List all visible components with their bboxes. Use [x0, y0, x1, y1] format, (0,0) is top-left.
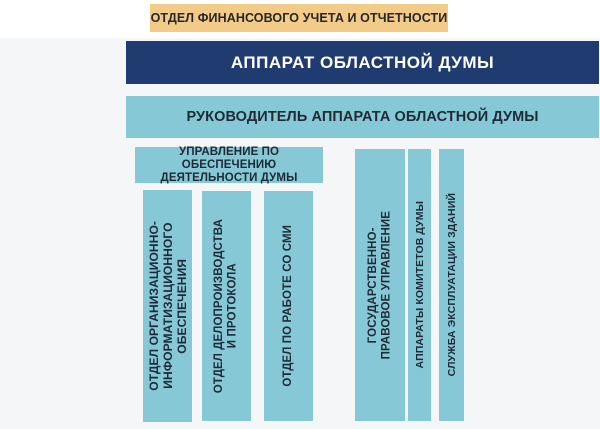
department-box-org-info	[143, 190, 192, 422]
department-label: ГОСУДАРСТВЕННО- ПРАВОВОЕ УПРАВЛЕНИЕ	[366, 210, 392, 360]
department-label: ОТДЕЛ ОРГАНИЗАЦИОННО- ИНФОРМАТИЗАЦИОННОГО ОБЕСПЕЧЕНИЯ	[146, 221, 189, 391]
head-of-apparatus-box	[126, 96, 599, 138]
finance-department-label: ОТДЕЛ ФИНАНСОВОГО УЧЕТА И ОТЧЕТНОСТИ	[150, 11, 448, 25]
department-label: АППАРАТЫ КОМИТЕТОВ ДУМЫ	[413, 201, 426, 369]
head-of-apparatus-label: РУКОВОДИТЕЛЬ АППАРАТА ОБЛАСТНОЙ ДУМЫ	[186, 109, 539, 125]
finance-department-box	[150, 4, 448, 32]
department-box-media	[264, 191, 313, 421]
department-label: ОТДЕЛ ДЕЛОПРОИЗВОДСТВА И ПРОТОКОЛА	[213, 218, 239, 394]
apparatus-box	[126, 41, 599, 84]
department-label: ОТДЕЛ ПО РАБОТЕ СО СМИ	[281, 225, 294, 387]
apparatus-label: АППАРАТ ОБЛАСТНОЙ ДУМЫ	[230, 52, 495, 72]
department-box-legal	[355, 149, 405, 421]
management-label: УПРАВЛЕНИЕ ПО ОБЕСПЕЧЕНИЮ ДЕЯТЕЛЬНОСТИ ДУМЫ	[160, 145, 298, 184]
department-box-records	[202, 191, 251, 421]
department-box-committees	[408, 149, 431, 421]
management-box	[135, 147, 323, 183]
department-box-buildings	[439, 149, 464, 421]
department-label: СЛУЖБА ЭКСПЛУАТАЦИИ ЗДАНИЙ	[445, 193, 458, 377]
